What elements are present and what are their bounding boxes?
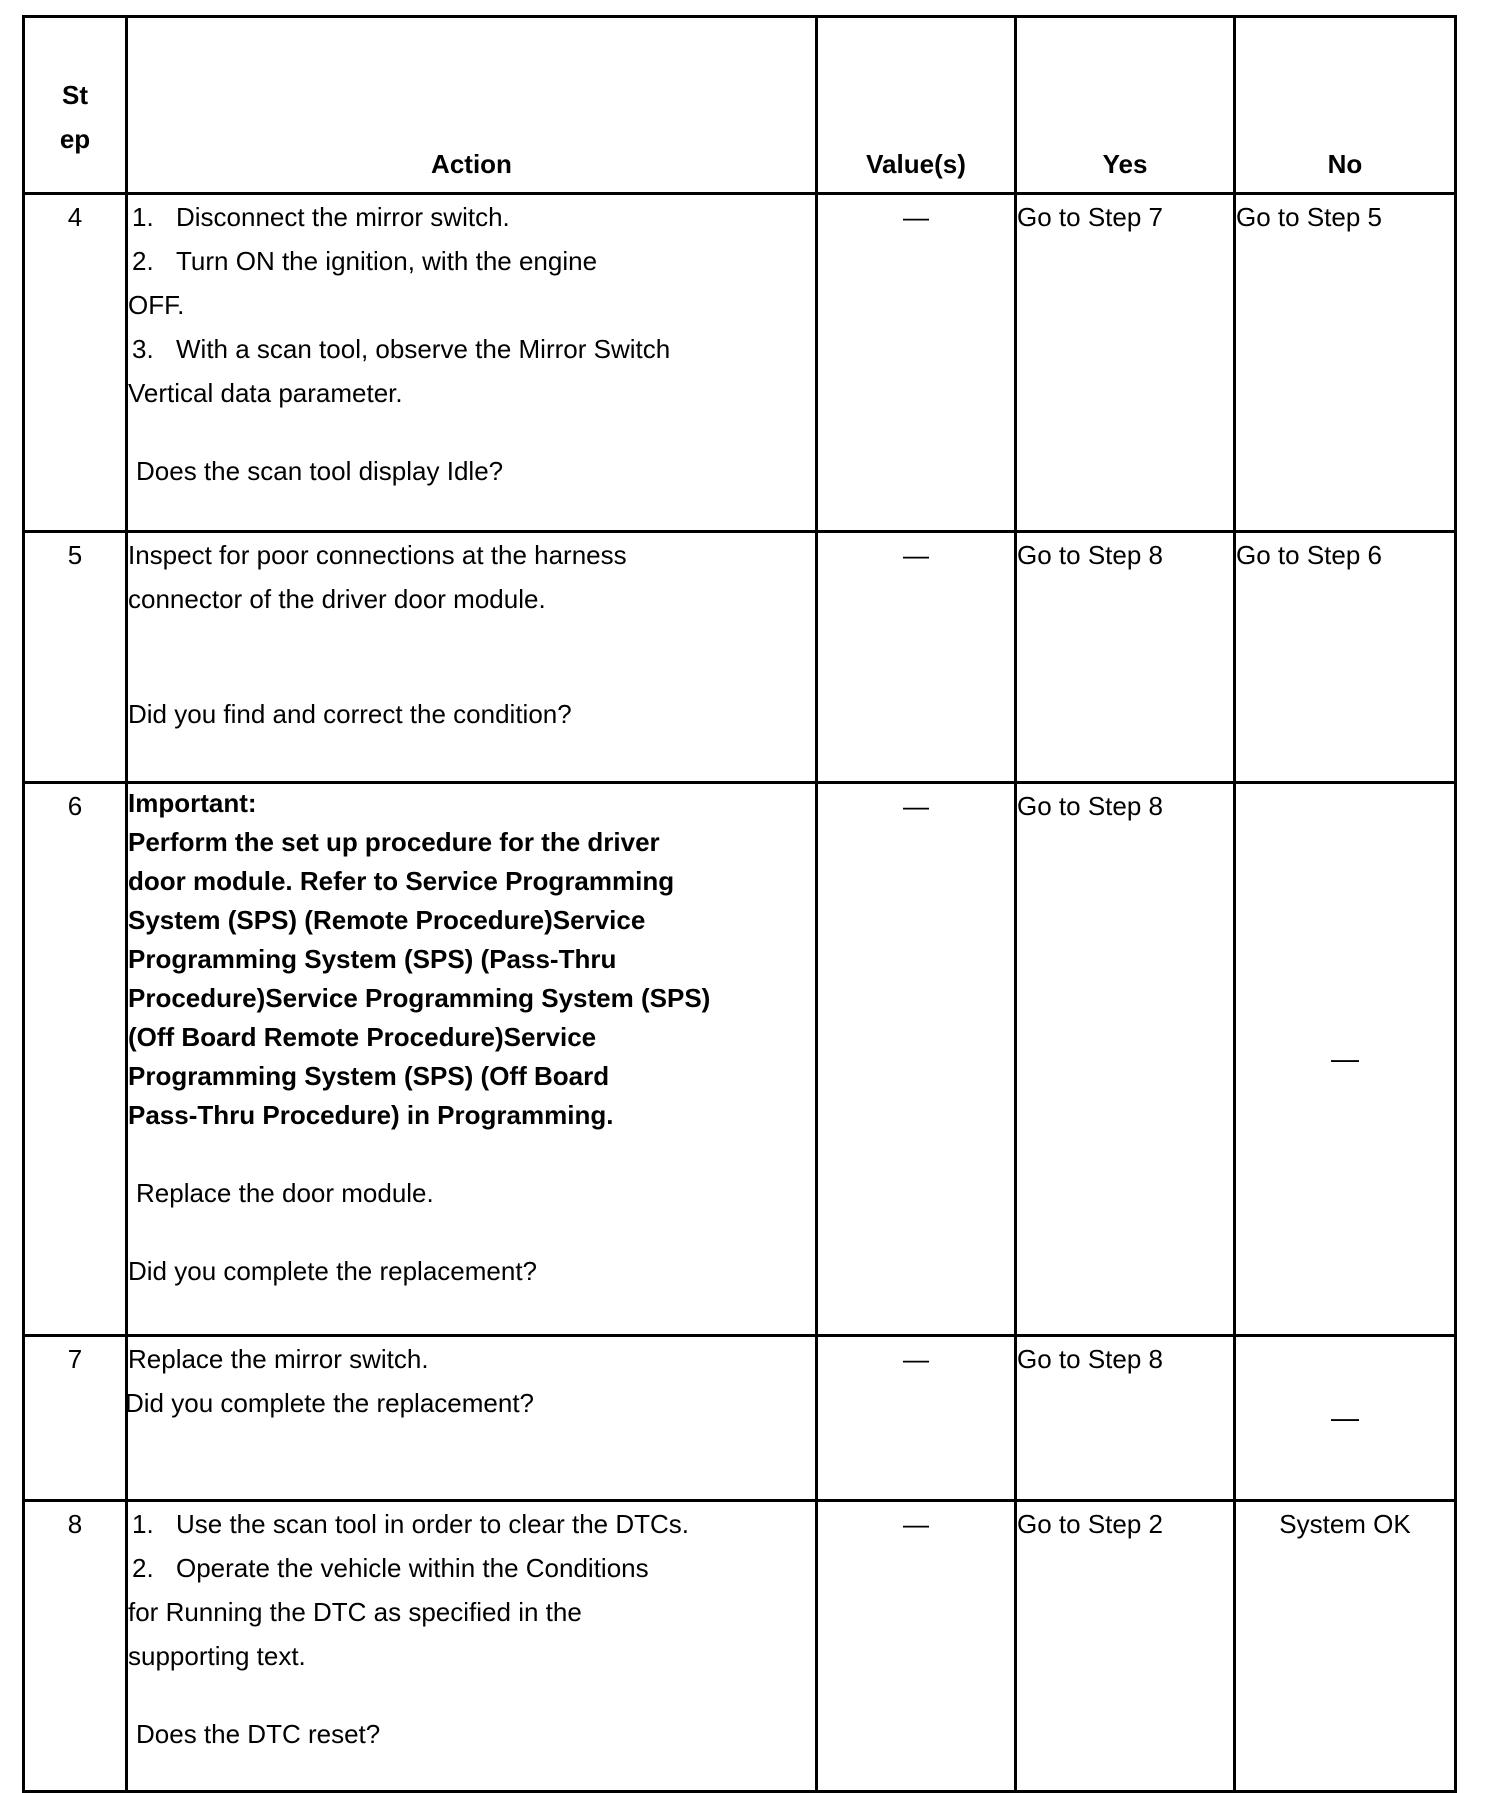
header-step-line2: ep: [59, 124, 91, 154]
action-question: Did you find and correct the condition?: [128, 699, 572, 729]
yes-cell: Go to Step 8: [1016, 532, 1235, 783]
no-cell: —: [1235, 1336, 1456, 1501]
action-line: Vertical data parameter.: [128, 378, 403, 408]
value-cell: —: [817, 532, 1016, 783]
action-line: connector of the driver door module.: [128, 584, 546, 614]
step-number: 7: [24, 1336, 127, 1501]
action-line: 3. With a scan tool, observe the Mirror Switch: [132, 334, 671, 364]
action-question: Does the DTC reset?: [136, 1719, 381, 1749]
value-cell: —: [817, 194, 1016, 532]
yes-cell: Go to Step 8: [1016, 1336, 1235, 1501]
action-question: Did you complete the replacement?: [128, 1256, 538, 1286]
action-line: 1. Disconnect the mirror switch.: [132, 202, 510, 232]
table-row-step-5: [24, 532, 1456, 783]
step-number: 4: [24, 194, 127, 532]
action-line: 2. Turn ON the ignition, with the engine: [132, 246, 598, 276]
important-note: Important: Perform the set up procedure for the driver door module. Refer to Service Programming System (SPS) (Remote Procedure)Service Programming System (SPS) (Pass-Thru Procedure)Service Programming System (SPS) (Off Board Remote Procedure)Service Programming System (SPS) (Off Board Pass-Thru Procedure) in Programming.: [128, 788, 711, 1130]
no-cell: Go to Step 6: [1235, 532, 1456, 783]
action-line: Inspect for poor connections at the harness: [128, 540, 627, 570]
yes-cell: Go to Step 2: [1016, 1501, 1235, 1792]
action-question: Does the scan tool display Idle?: [136, 456, 504, 486]
header-step: [24, 17, 127, 194]
step-number: 5: [24, 532, 127, 783]
table-row-step-7: [24, 1336, 1456, 1501]
step-number: 6: [24, 783, 127, 1336]
action-line: OFF.: [128, 290, 185, 320]
action-line: for Running the DTC as specified in the: [128, 1597, 582, 1627]
table-row-step-6: [24, 783, 1456, 1336]
value-cell: —: [817, 1336, 1016, 1501]
no-cell: Go to Step 5: [1235, 194, 1456, 532]
action-line: 1. Use the scan tool in order to clear the DTCs.: [132, 1509, 690, 1539]
header-step-line1: St: [62, 80, 88, 110]
header-values: Value(s): [817, 17, 1016, 194]
action-line: supporting text.: [128, 1641, 306, 1671]
action-cell: [127, 532, 817, 783]
header-no: No: [1235, 17, 1456, 194]
no-cell: System OK: [1235, 1501, 1456, 1792]
header-action: Action: [127, 17, 817, 194]
action-cell: [127, 194, 817, 532]
yes-cell: Go to Step 8: [1016, 783, 1235, 1336]
step-number: 8: [24, 1501, 127, 1792]
action-line: Replace the mirror switch.: [128, 1344, 429, 1374]
no-cell: —: [1235, 783, 1456, 1336]
action-cell: [127, 1336, 817, 1501]
table-row-step-4: [24, 194, 1456, 532]
action-cell: [127, 1501, 817, 1792]
action-cell: [127, 783, 817, 1336]
action-line: 2. Operate the vehicle within the Conditions: [132, 1553, 649, 1583]
table-row-step-8: [24, 1501, 1456, 1792]
action-question: Did you complete the replacement?: [125, 1388, 535, 1418]
yes-cell: Go to Step 7: [1016, 194, 1235, 532]
value-cell: —: [817, 1501, 1016, 1792]
action-instruction: Replace the door module.: [136, 1178, 434, 1208]
value-cell: —: [817, 783, 1016, 1336]
header-yes: Yes: [1016, 17, 1235, 194]
header-row: [24, 17, 1456, 194]
diagnostic-table: [22, 15, 1457, 1793]
